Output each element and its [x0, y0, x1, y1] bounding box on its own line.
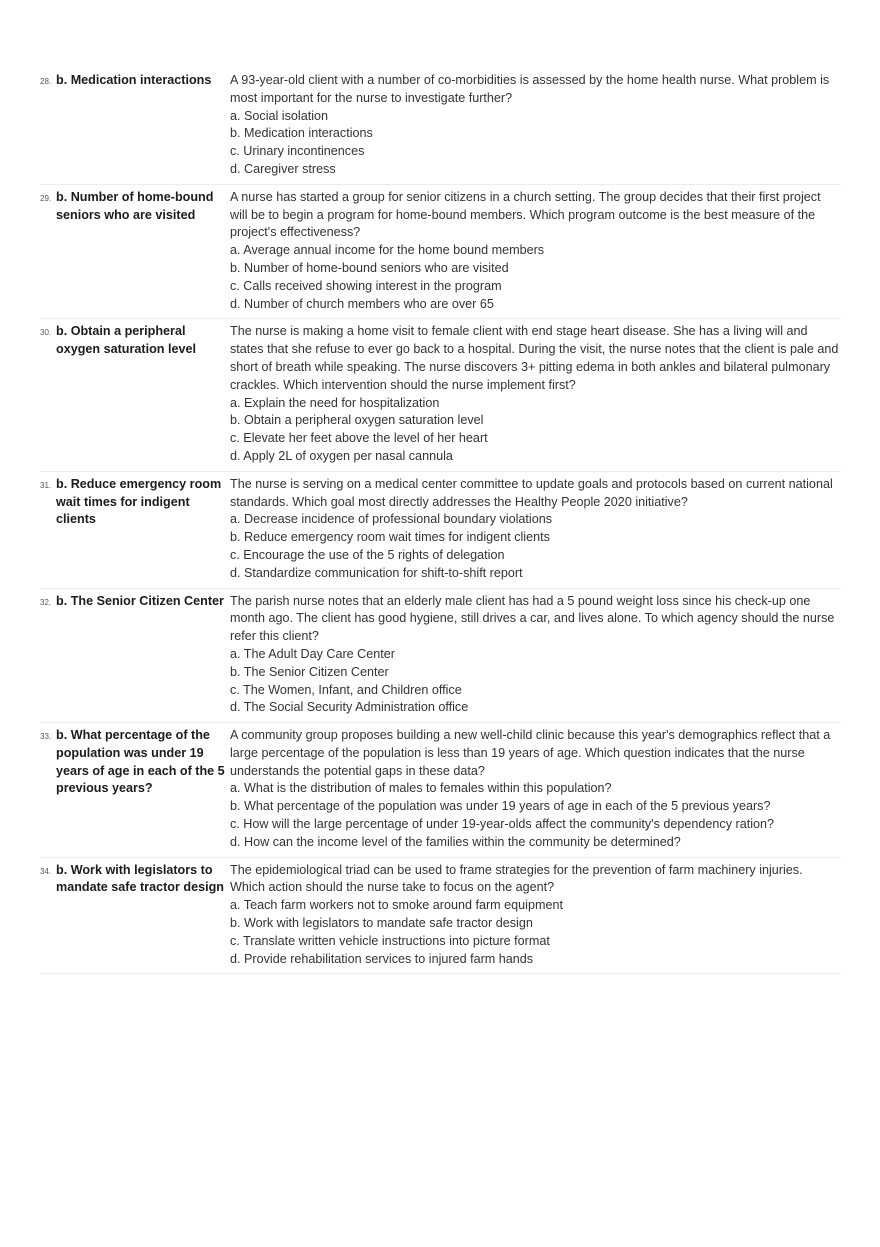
answer-column — [40, 323, 230, 465]
correct-answer: b. Medication interactions — [56, 73, 212, 87]
question-number: 29. — [40, 193, 52, 203]
question-stem: The epidemiological triad can be used to frame strategies for the prevention of farm machinery injuries. Which action should the nurse take to focus on the agent? — [230, 862, 803, 895]
question-stem: A community group proposes building a new well-child clinic because this year's demographics reflect that a large percentage of the population is less than 19 years of age. Which question indicates that the nurse understands the potential gaps in these data? — [230, 728, 831, 778]
question-item — [40, 723, 841, 858]
question-number: 28. — [40, 77, 52, 86]
option-c: c. Encourage the use of the 5 rights of delegation — [230, 547, 505, 562]
answer-column — [40, 862, 230, 969]
answer-column — [40, 727, 230, 852]
correct-answer: b. Obtain a peripheral oxygen saturation level — [56, 324, 196, 357]
question-item — [40, 858, 841, 975]
correct-answer: b. The Senior Citizen Center — [56, 593, 224, 608]
question-column — [230, 189, 841, 314]
question-list — [40, 68, 841, 974]
question-column — [230, 323, 841, 465]
option-c: c. Translate written vehicle instructions into picture format — [230, 933, 550, 948]
option-d: d. Caregiver stress — [230, 161, 336, 176]
answer-column — [40, 593, 230, 718]
correct-answer: b. What percentage of the population was under 19 years of age in each of the 5 previous years? — [56, 728, 225, 796]
option-d: d. Provide rehabilitation services to injured farm hands — [230, 951, 534, 966]
answer-column — [40, 72, 230, 179]
option-a: a. Average annual income for the home bound members — [230, 243, 545, 258]
question-item — [40, 185, 841, 320]
option-c: c. How will the large percentage of under 19-year-olds affect the community's dependency ration? — [230, 817, 775, 832]
question-item — [40, 472, 841, 589]
question-number: 30. — [40, 328, 52, 338]
option-a: a. Explain the need for hospitalization — [230, 395, 440, 410]
option-a: a. The Adult Day Care Center — [230, 646, 395, 661]
question-number: 33. — [40, 732, 52, 742]
question-column — [230, 476, 841, 583]
question-stem: The nurse is making a home visit to female client with end stage heart disease. She has a living will and states that she refuse to ever go back to a hospital. During the visit, the nurse notes that the client is pale and short of breath while speaking. The nurse discovers 3+ pitting edema in both ankles and bilateral pulmonary crackles. Which intervention should the nurse implement first? — [230, 324, 839, 392]
option-c: c. The Women, Infant, and Children office — [230, 682, 462, 697]
option-d: d. How can the income level of the families within the community be determined? — [230, 834, 681, 849]
question-column — [230, 862, 841, 969]
option-c: c. Calls received showing interest in the program — [230, 278, 502, 293]
question-item — [40, 319, 841, 471]
option-b: b. Obtain a peripheral oxygen saturation level — [230, 413, 484, 428]
option-a: a. Social isolation — [230, 108, 329, 123]
option-b: b. What percentage of the population was under 19 years of age in each of the 5 previous years? — [230, 799, 771, 814]
option-d: d. Standardize communication for shift-to-shift report — [230, 565, 523, 580]
option-b: b. The Senior Citizen Center — [230, 664, 389, 679]
question-item — [40, 68, 841, 185]
option-c: c. Elevate her feet above the level of her heart — [230, 431, 488, 446]
option-a: a. What is the distribution of males to females within this population? — [230, 781, 612, 796]
option-a: a. Decrease incidence of professional boundary violations — [230, 512, 553, 527]
question-number: 32. — [40, 597, 52, 607]
option-d: d. Number of church members who are over 65 — [230, 296, 494, 311]
question-stem: A nurse has started a group for senior citizens in a church setting. The group decides that their first project will be to begin a program for home-bound members. Which program outcome is the best measure of the project's effectiveness? — [230, 189, 821, 240]
answer-column — [40, 189, 230, 314]
option-c: c. Urinary incontinences — [230, 144, 365, 159]
option-d: d. The Social Security Administration office — [230, 700, 469, 715]
question-stem: A 93-year-old client with a number of co-morbidities is assessed by the home health nurse. What problem is most important for the nurse to investigate further? — [230, 73, 830, 105]
option-b: b. Number of home-bound seniors who are visited — [230, 260, 509, 275]
option-a: a. Teach farm workers not to smoke around farm equipment — [230, 898, 563, 913]
correct-answer: b. Reduce emergency room wait times for indigent clients — [56, 476, 222, 527]
question-stem: The nurse is serving on a medical center committee to update goals and protocols based on current national standards. Which goal most directly addresses the Healthy People 2020 initiative? — [230, 476, 833, 509]
option-b: b. Reduce emergency room wait times for indigent clients — [230, 530, 550, 545]
correct-answer: b. Work with legislators to mandate safe tractor design — [56, 862, 224, 895]
option-d: d. Apply 2L of oxygen per nasal cannula — [230, 448, 453, 463]
correct-answer: b. Number of home-bound seniors who are visited — [56, 189, 214, 222]
option-b: b. Medication interactions — [230, 126, 373, 141]
question-column — [230, 727, 841, 852]
answer-column — [40, 476, 230, 583]
question-column — [230, 72, 841, 179]
question-column — [230, 593, 841, 718]
question-stem: The parish nurse notes that an elderly male client has had a 5 pound weight loss since his check-up one month ago. The client has good hygiene, still drives a car, and lives alone. To which agency should the nurse refer this client? — [230, 593, 835, 644]
question-number: 34. — [40, 866, 52, 876]
question-number: 31. — [40, 480, 52, 490]
question-item — [40, 589, 841, 724]
option-b: b. Work with legislators to mandate safe tractor design — [230, 916, 533, 931]
